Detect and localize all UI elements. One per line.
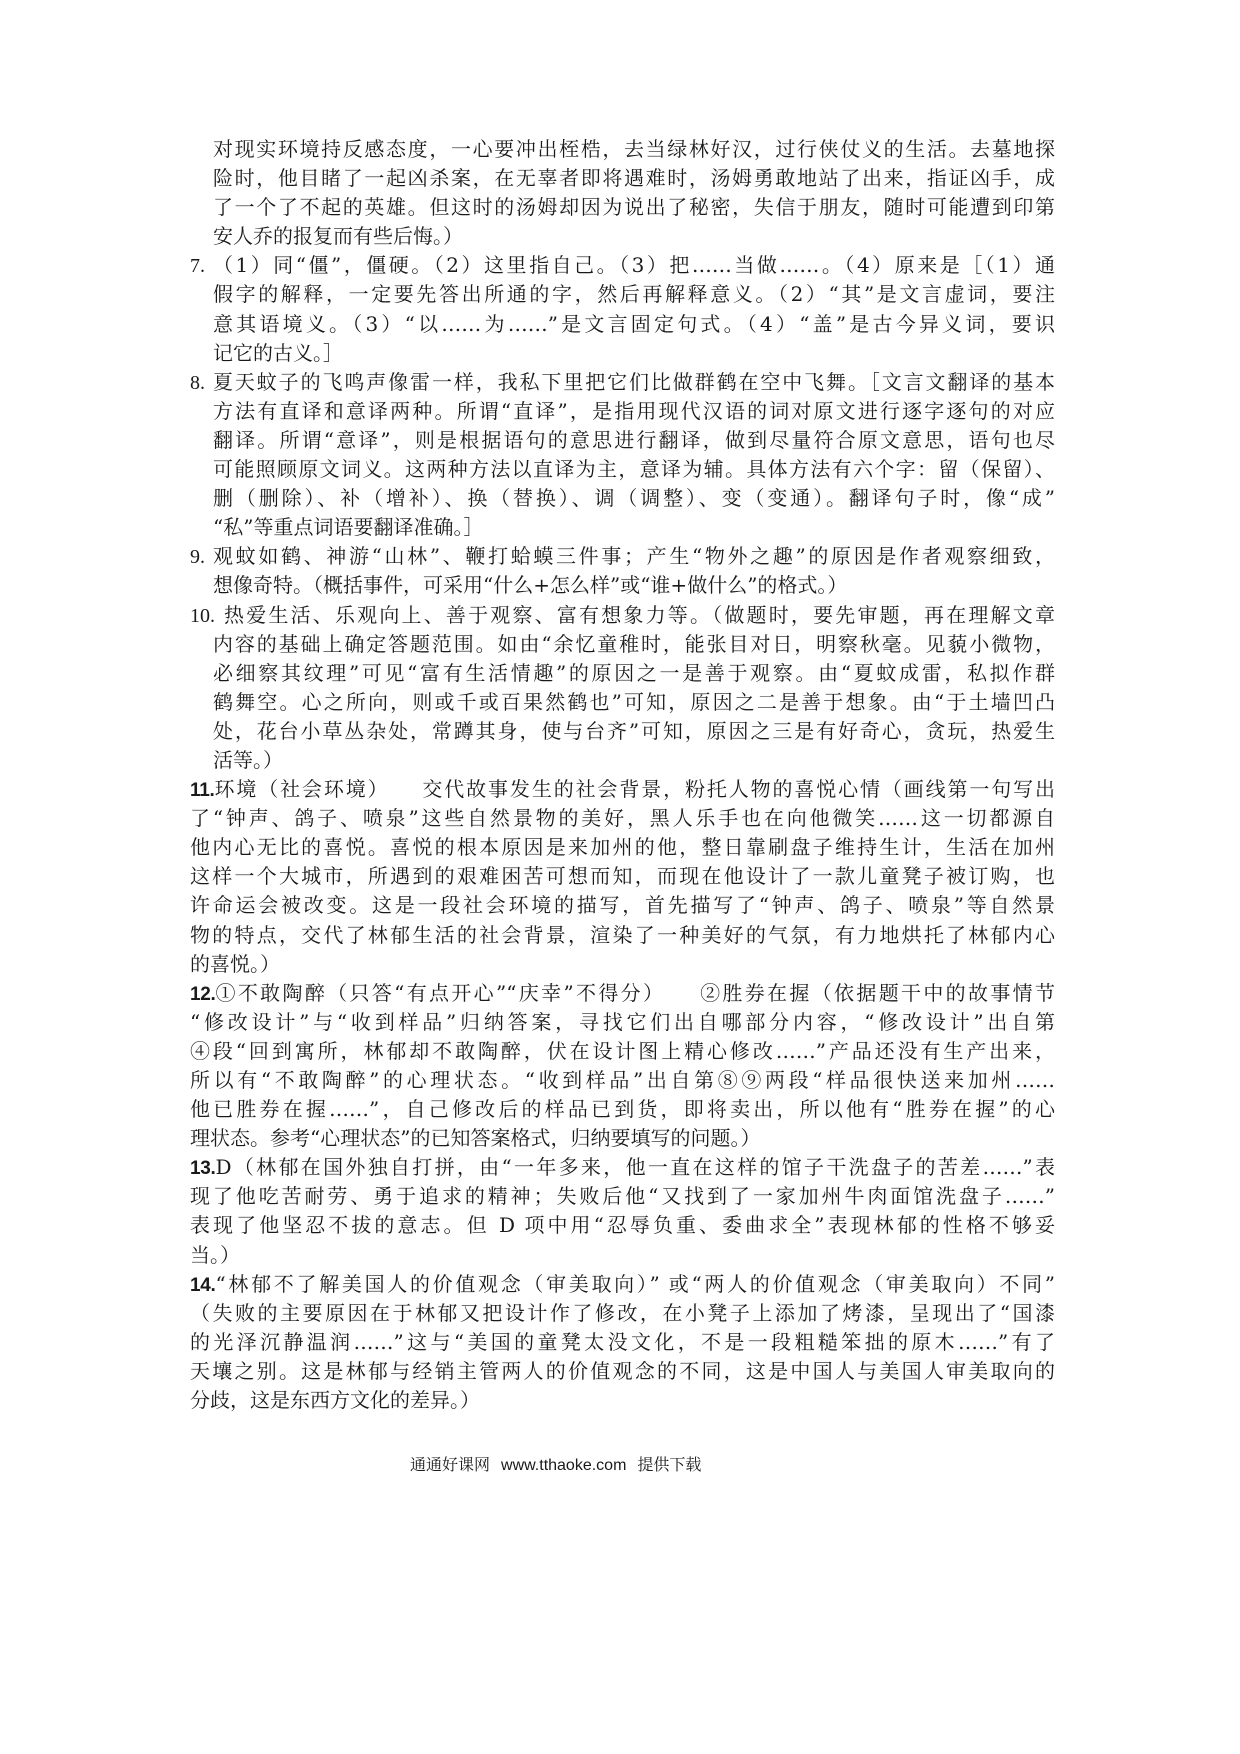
answer-item-14 bbox=[190, 1270, 1055, 1415]
answer-line: 当。） bbox=[190, 1242, 240, 1267]
answer-line: 意其语境义。（3）“以……为……”是文言固定句式。（4）“盖”是古今异义词，要识 bbox=[213, 311, 1055, 336]
answer-line bbox=[190, 1153, 1055, 1182]
answer-line: 理状态。参考“心理状态”的已知答案格式，归纳要填写的问题。） bbox=[190, 1126, 761, 1151]
answer-text: ①不敢陶醉（只答“有点开心”“庆幸”不得分） ②胜券在握（依据题干中的故事情节 bbox=[215, 980, 1055, 1005]
answer-line: “私”等重点词语要翻译准确。］ bbox=[213, 515, 484, 540]
answer-line: 了一个了不起的英雄。但这时的汤姆却因为说出了秘密，失信于朋友，随时可能遭到印第 bbox=[213, 195, 1055, 220]
answer-line bbox=[190, 775, 1055, 804]
answer-line: 翻译。所谓“意译”，则是根据语句的意思进行翻译，做到尽量符合原文意思，语句也尽 bbox=[213, 427, 1055, 452]
answer-line: （失败的主要原因在于林郁又把设计作了修改，在小凳子上添加了烤漆，呈现出了“国漆 bbox=[190, 1300, 1055, 1325]
answer-line: 假字的解释，一定要先答出所通的字，然后再解释意义。（2）“其”是文言虚词，要注 bbox=[213, 282, 1055, 307]
answer-line bbox=[190, 368, 1055, 397]
footer-site-name: 通通好课网 bbox=[410, 1457, 491, 1474]
answer-item-10 bbox=[190, 601, 1055, 776]
answer-line bbox=[190, 251, 1055, 280]
answer-line: 物的特点，交代了林郁生活的社会背景，渲染了一种美好的气氛，有力地烘托了林郁内心 bbox=[190, 922, 1055, 947]
answer-item-7 bbox=[190, 251, 1055, 367]
answer-line: 的光泽沉静温润……”这与“美国的童凳太没文化，不是一段粗糙笨拙的原木……”有了 bbox=[190, 1329, 1055, 1354]
answer-item-9 bbox=[190, 542, 1055, 600]
answer-line: 的喜悦。） bbox=[190, 951, 280, 976]
item-number: 12. bbox=[190, 983, 216, 1005]
answer-line: 处，花台小草丛杂处，常蹲其身，使与台齐”可知，原因之三是有好奇心，贪玩，热爱生 bbox=[213, 718, 1055, 743]
answer-line: 他已胜券在握……”，自己修改后的样品已到货，即将卖出，所以他有“胜券在握”的心 bbox=[190, 1097, 1055, 1122]
item-number: 7. bbox=[190, 255, 205, 278]
answer-line: 险时，他目睹了一起凶杀案，在无辜者即将遇难时，汤姆勇敢地站了出来，指证凶手，成 bbox=[213, 166, 1055, 191]
answer-line bbox=[190, 979, 1055, 1008]
answer-line: 方法有直译和意译两种。所谓“直译”，是指用现代汉语的词对原文进行逐字逐句的对应 bbox=[213, 398, 1055, 423]
answer-line bbox=[190, 601, 1055, 630]
answer-line: 鹤舞空。心之所向，则或千或百果然鹤也”可知，原因之二是善于想象。由“于土墙凹凸 bbox=[213, 689, 1055, 714]
answer-line bbox=[190, 542, 1055, 571]
answer-line: 天壤之别。这是林郁与经销主管两人的价值观念的不同，这是中国人与美国人审美取向的 bbox=[190, 1358, 1055, 1383]
intro-paragraph bbox=[190, 135, 1055, 251]
answer-line: 现了他吃苦耐劳、勇于追求的精神；失败后他“又找到了一家加州牛肉面馆洗盘子……” bbox=[190, 1184, 1055, 1209]
answer-line: 想像奇特。（概括事件，可采用“什么+怎么样”或“谁+做什么”的格式。） bbox=[213, 573, 848, 598]
answer-line: 这样一个大城市，所遇到的艰难困苦可想而知，而现在他设计了一款儿童凳子被订购，也 bbox=[190, 864, 1055, 889]
item-number: 13. bbox=[190, 1158, 216, 1180]
answer-item-12 bbox=[190, 979, 1055, 1154]
answer-line: 他内心无比的喜悦。喜悦的根本原因是来加州的他，整日靠刷盘子维持生计，生活在加州 bbox=[190, 835, 1055, 860]
answer-line: 许命运会被改变。这是一段社会环境的描写，首先描写了“钟声、鸽子、喷泉”等自然景 bbox=[190, 893, 1055, 918]
answer-line: 对现实环境持反感态度，一心要冲出桎梏，去当绿林好汉，过行侠仗义的生活。去墓地探 bbox=[213, 137, 1055, 161]
answer-line: 了“钟声、鸽子、喷泉”这些自然景物的美好，黑人乐手也在向他微笑……这一切都源自 bbox=[190, 806, 1055, 831]
answer-line: 必细察其纹理”可见“富有生活情趣”的原因之一是善于观察。由“夏蚊成雷，私拟作群 bbox=[213, 660, 1055, 685]
answer-item-13 bbox=[190, 1153, 1055, 1269]
item-number: 9. bbox=[190, 546, 205, 569]
answer-line: ④段“回到寓所，林郁却不敢陶醉，伏在设计图上精心修改……”产品还没有生产出来， bbox=[190, 1038, 1055, 1063]
item-number: 10. bbox=[190, 604, 215, 627]
footer-note: 提供下载 bbox=[637, 1457, 702, 1474]
answer-line: 所以有“不敢陶醉”的心理状态。“收到样品”出自第⑧⑨两段“样品很快送来加州…… bbox=[190, 1068, 1055, 1092]
answer-line: 内容的基础上确定答题范围。如由“余忆童稚时，能张目对日，明察秋毫。见藐小微物， bbox=[213, 631, 1055, 656]
answer-item-8 bbox=[190, 368, 1055, 543]
answer-body bbox=[190, 135, 1055, 1415]
answer-text: 热爱生活、乐观向上、善于观察、富有想象力等。（做题时，要先审题，再在理解文章 bbox=[224, 602, 1055, 627]
answer-text: D（林郁在国外独自打拼，由“一年多来，他一直在这样的馆子干洗盘子的苦差……”表 bbox=[215, 1155, 1055, 1180]
item-number: 8. bbox=[190, 371, 205, 394]
answer-line: 可能照顾原文词义。这两种方法以直译为主，意译为辅。具体方法有六个字：留（保留）、 bbox=[213, 457, 1055, 482]
answer-line: 活等。） bbox=[213, 747, 283, 772]
answer-text: “林郁不了解美国人的价值观念（审美取向）” 或“两人的价值观念（审美取向）不同” bbox=[215, 1271, 1055, 1296]
answer-text: 环境（社会环境） 交代故事发生的社会背景，粉托人物的喜悦心情（画线第一句写出 bbox=[214, 777, 1055, 802]
answer-item-11 bbox=[190, 775, 1055, 979]
footer-url: www.tthaoke.com bbox=[501, 1457, 627, 1474]
item-number: 11. bbox=[190, 780, 215, 802]
answer-line: “修改设计”与“收到样品”归纳答案，寻找它们出自哪部分内容，“修改设计”出自第 bbox=[190, 1009, 1055, 1034]
page-footer bbox=[410, 1453, 701, 1479]
answer-line: 记它的古义。］ bbox=[213, 340, 343, 365]
answer-text: 夏天蚊子的飞鸣声像雷一样，我私下里把它们比做群鹤在空中飞舞。［文言文翻译的基本 bbox=[213, 369, 1055, 394]
answer-line bbox=[190, 1270, 1055, 1299]
answer-line: 表现了他坚忍不拔的意志。但 D 项中用“忍辱负重、委曲求全”表现林郁的性格不够妥 bbox=[190, 1213, 1055, 1238]
answer-line: 安人乔的报复而有些后悔。） bbox=[213, 224, 463, 249]
item-number: 14. bbox=[190, 1274, 216, 1296]
answer-line: 删（删除）、补（增补）、换（替换）、调（调整）、变（变通）。翻译句子时，像“成” bbox=[213, 486, 1055, 511]
answer-line: 分歧，这是东西方文化的差异。） bbox=[190, 1388, 480, 1413]
answer-text: （1）同“僵”，僵硬。（2）这里指自己。（3）把……当做……。（4）原来是［（1）通 bbox=[213, 253, 1055, 278]
answer-text: 观蚊如鹤、神游“山林”、鞭打蛤蟆三件事；产生“物外之趣”的原因是作者观察细致， bbox=[213, 544, 1055, 569]
